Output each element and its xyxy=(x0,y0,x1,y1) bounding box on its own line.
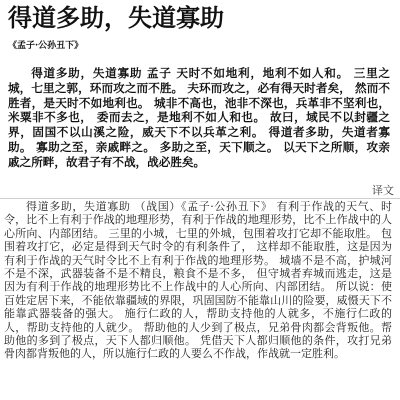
article-title: 得道多助，失道寡助 xyxy=(8,3,224,32)
article-source: 《孟子·公孙丑下》 xyxy=(8,41,84,51)
translation-section-label: 译文 xyxy=(372,184,394,197)
original-text: 得道多助，失道寡助 孟子 天时不如地利，地利不如人和。 三里之城，七里之郭，环而攻之而不胜。 夫环而攻之，必有得天时者矣， 然而不胜者，是天时不如地利也。 城非不高也，池非不深也，兵革非不坚利也，米粟非不多也， 委而去之，是地利不如人和也。 故曰，域民不以封疆之界，固国不以山溪之险，威天下不以兵革之利。 得道者多助，失道者寡助。 寡助之至，亲戚畔之。 多助之至，天下顺之。 以天下之所顺，攻亲戚之所畔，故君子有不战，战必胜矣。 xyxy=(8,66,390,169)
translation-text: 得道多助，失道寡助 （战国）《孟子·公孙丑下》 有利于作战的天气、时令，比不上有利于作战的地理形势，有利于作战的地理形势，比不上作战中的人心所向、内部团结。 三里的小城，七里的外城，包围着攻打它却不能取胜。 包围着攻打它，必定是得到天气时令的有利条件了， 这样却不能取胜，这是因为有利于作战的天气时令比不上有利于作战的地理形势。 城墙不是不高，护城河不是不深，武器装备不是不精良，粮食不是不多， 但守城者弃城而逃走，这是因为有利于作战的地理形势比不上作战中的人心所向、内部团结。 所以说：使百姓定居下来，不能依靠疆域的界限，巩固国防不能靠山川的险要，威慑天下不能靠武器装备的强大。 施行仁政的人，帮助支持他的人就多，不施行仁政的人，帮助支持他的人就少。 帮助他的人少到了极点，兄弟骨肉都会背叛他。帮助他的多到了极点，天下人都归顺他。 凭借天下人都归顺他的条件，攻打兄弟骨肉都背叛他的人，所以施行仁政的人要么不作战，作战就一定胜利。 xyxy=(4,200,392,361)
section-divider xyxy=(0,198,400,199)
